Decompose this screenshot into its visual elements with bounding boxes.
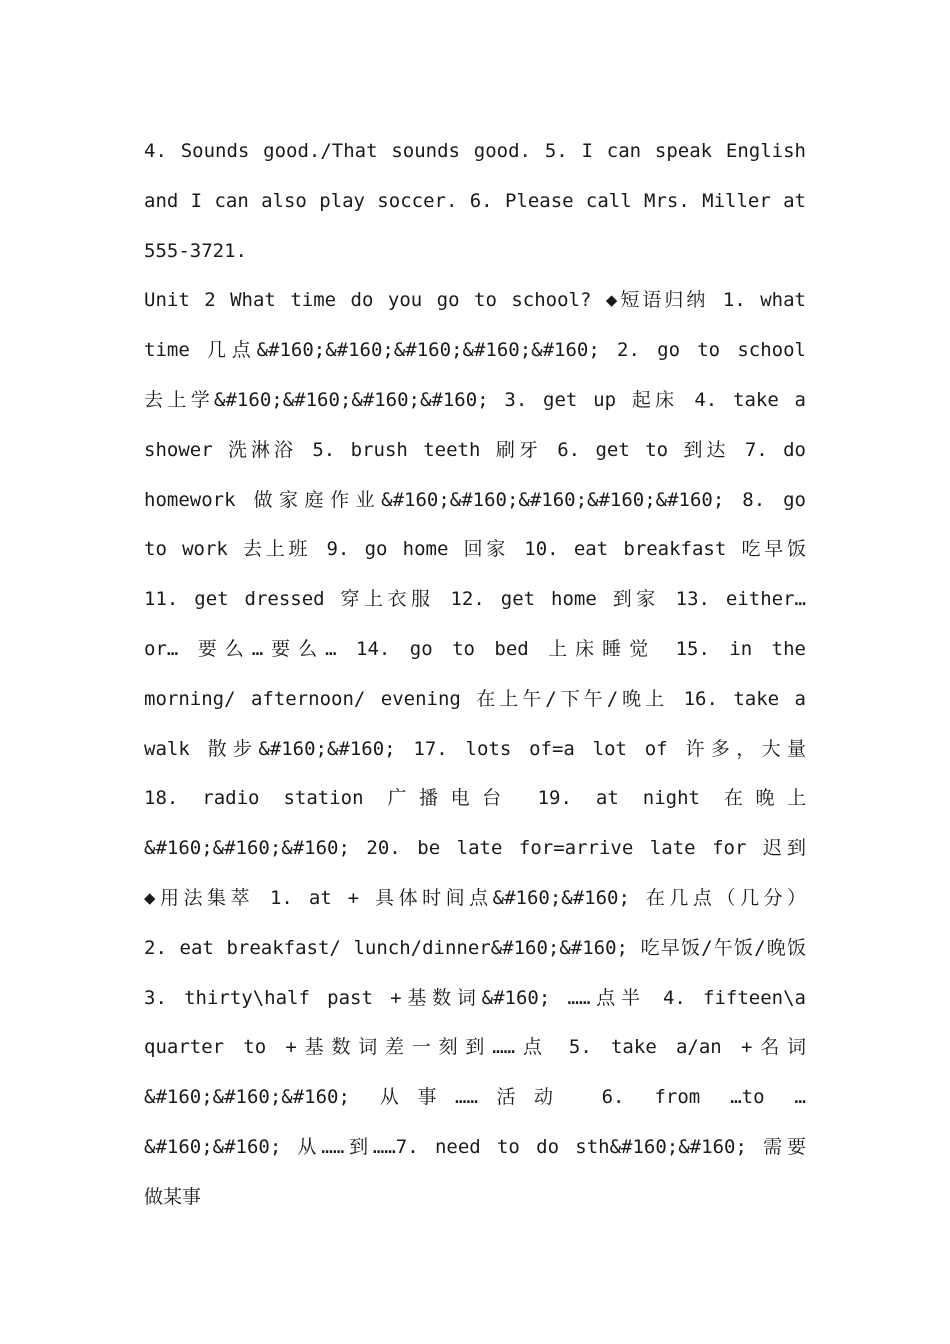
text-line: time 几点&#160;&#160;&#160;&#160;&#160; 2. go to school (144, 339, 806, 362)
text-line: or… 要么…要么… 14. go to bed 上床睡觉 15. in the (144, 637, 806, 660)
text-line: walk 散步&#160;&#160; 17. lots of=a lot of 许多，大量 (144, 737, 806, 760)
text-line: to work 去上班 9. go home 回家 10. eat breakfast 吃早饭 (144, 538, 806, 561)
text-line: Unit 2 What time do you go to school? ◆短语归纳 1. what (144, 289, 806, 312)
text-line: 去上学&#160;&#160;&#160;&#160; 3. get up 起床 4. take a (144, 388, 806, 411)
text-line: homework 做家庭作业&#160;&#160;&#160;&#160;&#160; 8. go (144, 488, 806, 511)
text-line: &#160;&#160; 从……到……7. need to do sth&#160;&#160; 需要 (144, 1135, 806, 1158)
text-line: 18. radio station 广播电台 19. at night 在晚上 (144, 787, 806, 810)
text-line: shower 洗淋浴 5. brush teeth 刷牙 6. get to 到达 7. do (144, 438, 806, 461)
text-line: morning/ afternoon/ evening 在上午/下午/晚上 16. take a (144, 687, 806, 710)
text-line: and I can also play soccer. 6. Please call Mrs. Miller at (144, 189, 806, 212)
text-line: 做某事 (144, 1185, 202, 1208)
text-line: &#160;&#160;&#160; 20. be late for=arrive late for 迟到 (144, 837, 806, 860)
text-line: 4. Sounds good./That sounds good. 5. I can speak English (144, 140, 806, 162)
text-line: quarter to +基数词差一刻到……点 5. take a/an +名词 (144, 1036, 806, 1059)
text-line: &#160;&#160;&#160; 从事……活动 6. from …to … (144, 1086, 806, 1109)
text-line: 11. get dressed 穿上衣服 12. get home 到家 13. either… (144, 588, 806, 611)
body-text (144, 127, 806, 1223)
text-line: 3. thirty\half past +基数词&#160; ……点半 4. fifteen\a (144, 986, 806, 1009)
text-line: 2. eat breakfast/ lunch/dinner&#160;&#160; 吃早饭/午饭/晚饭 (144, 936, 806, 959)
text-line: 555-3721. (144, 239, 247, 262)
text-line: ◆用法集萃 1. at + 具体时间点&#160;&#160; 在几点（几分） (144, 886, 806, 909)
